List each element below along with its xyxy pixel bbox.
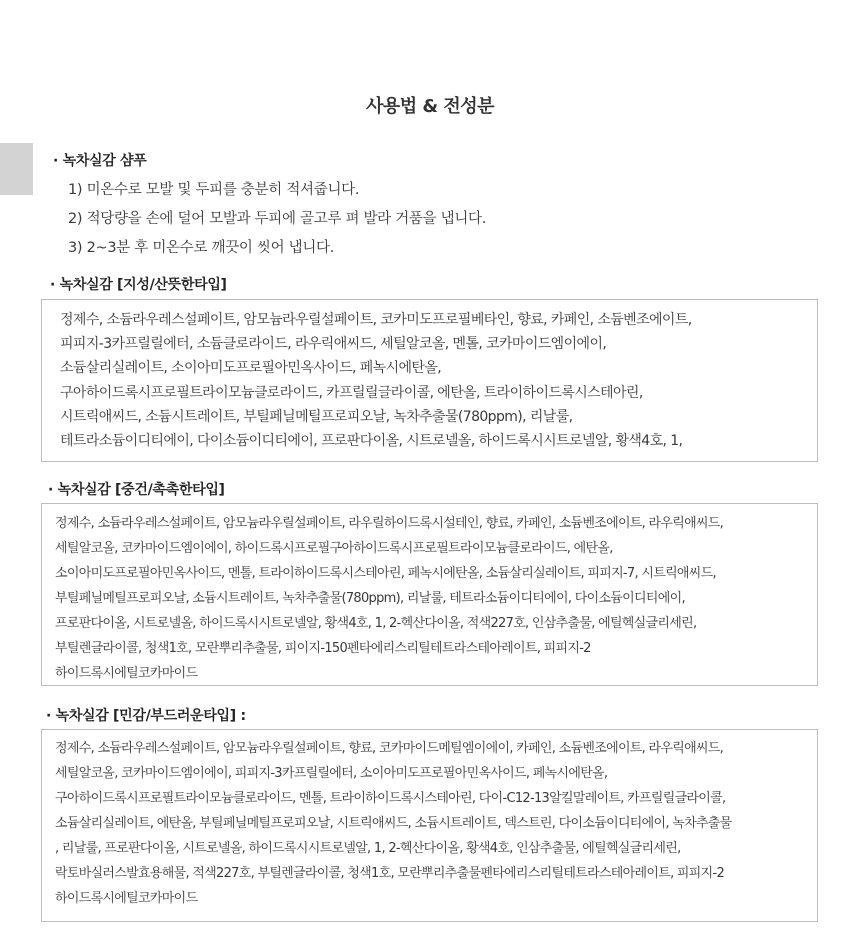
normal-type-ingredients-box xyxy=(41,503,818,686)
usage-step: 1) 미온수로 모발 및 두피를 충분히 적셔줍니다. xyxy=(68,182,360,198)
ingredient-line: 구아하이드록시프로필트라이모늄클로라이드, 멘톨, 트라이하이드록시스테아린, 다이-C12-13알킬말레이트, 카프릴릴글라이콜, xyxy=(55,791,726,806)
ingredient-line: 소이아미도프로필아민옥사이드, 멘톨, 트라이하이드록시스테아린, 페녹시에탄올, 소듐살리실레이트, 피피지-7, 시트릭애씨드, xyxy=(55,566,716,581)
oily-type-ingredients-box xyxy=(41,299,818,462)
ingredient-line: 부틸렌글라이콜, 청색1호, 모란뿌리추출물, 피이지-150펜타에리스리틸테트라스테아레이트, 피피지-2 xyxy=(55,641,591,656)
ingredient-line: 정제수, 소듐라우레스설페이트, 암모늄라우릴설페이트, 향료, 코카마이드메틸엠이에이, 카페인, 소듐벤조에이트, 라우릭애씨드, xyxy=(55,741,724,756)
normal-type-section-title: · 녹차실감 [중건/촉촉한타입] xyxy=(48,482,225,498)
ingredient-line: 락토바실러스발효용해물, 적색227호, 부틸렌글라이콜, 청색1호, 모란뿌리추출물펜타에리스리틸테트라스테아레이트, 피피지-2 xyxy=(55,866,725,881)
side-tab-marker xyxy=(0,143,33,195)
ingredient-line: 부틸페닐메틸프로피오날, 소듐시트레이트, 녹차추출물(780ppm), 리날룰, 테트라소듐이디티에이, 다이소듐이디티에이, xyxy=(55,591,685,606)
usage-step: 2) 적당량을 손에 덜어 모발과 두피에 골고루 펴 발라 거품을 냅니다. xyxy=(68,211,487,227)
ingredient-line: 소듐살리실레이트, 소이아미도프로필아민옥사이드, 페녹시에탄올, xyxy=(60,360,442,377)
ingredient-line: 테트라소듐이디티에이, 다이소듐이디티에이, 프로판다이올, 시트로넬올, 하이드록시시트로넬알, 황색4호, 1, xyxy=(60,433,683,450)
ingredient-line: 세틸알코올, 코카마이드엠이에이, 하이드록시프로필구아하이드록시프로필트라이모늄클로라이드, 에탄올, xyxy=(55,541,613,556)
sensitive-type-ingredients-box xyxy=(41,729,818,922)
ingredient-line: 정제수, 소듐라우레스설페이트, 암모늄라우릴설페이트, 라우릴하이드록시설테인, 향료, 카페인, 소듐벤조에이트, 라우릭애씨드, xyxy=(55,516,724,531)
ingredient-line: 구아하이드록시프로필트라이모늄클로라이드, 카프릴릴글라이콜, 에탄올, 트라이하이드록시스테아린, xyxy=(60,384,643,401)
ingredient-line: 프로판다이올, 시트로넬올, 하이드록시시트로넬알, 황색4호, 1, 2-헥산다이올, 적색227호, 인삼추출물, 에틸헥실글리세린, xyxy=(55,616,697,631)
ingredient-line: , 리날룰, 프로판다이올, 시트로넬올, 하이드록시시트로넬알, 1, 2-헥산다이올, 황색4호, 인삼추출물, 에틸헥실글리세린, xyxy=(55,841,681,856)
ingredient-line: 하이드록시에틸코카마이드 xyxy=(55,891,198,906)
oily-type-section-title: · 녹차실감 [지성/산뜻한타입] xyxy=(50,277,227,293)
shampoo-section-title: · 녹차실감 샴푸 xyxy=(53,153,147,169)
ingredient-line: 소듐살리실레이트, 에탄올, 부틸페닐메틸프로피오날, 시트릭애씨드, 소듐시트레이트, 덱스트린, 다이소듐이디티에이, 녹차추출물 xyxy=(55,816,732,831)
page-title: 사용법 & 전성분 xyxy=(365,96,495,117)
ingredient-line: 시트릭애씨드, 소듐시트레이트, 부틸페닐메틸프로피오날, 녹차추출물(780ppm), 리날룰, xyxy=(60,408,573,425)
ingredient-line: 피피지-3카프릴릴에터, 소듐클로라이드, 라우릭애씨드, 세틸알코올, 멘톨, 코카마이드엠이에이, xyxy=(60,336,607,353)
ingredient-line: 정제수, 소듐라우레스설페이트, 암모늄라우릴설페이트, 코카미도프로필베타인, 향료, 카페인, 소듐벤조에이트, xyxy=(60,312,692,328)
ingredient-line: 하이드록시에틸코카마이드 xyxy=(55,666,198,681)
sensitive-type-section-title: · 녹차실감 [민감/부드러운타입] : xyxy=(46,708,246,724)
ingredient-line: 세틸알코올, 코카마이드엠이에이, 피피지-3카프릴릴에터, 소이아미도프로필아민옥사이드, 페녹시에탄올, xyxy=(55,766,608,781)
usage-step: 3) 2~3분 후 미온수로 깨끗이 씻어 냅니다. xyxy=(68,240,335,256)
